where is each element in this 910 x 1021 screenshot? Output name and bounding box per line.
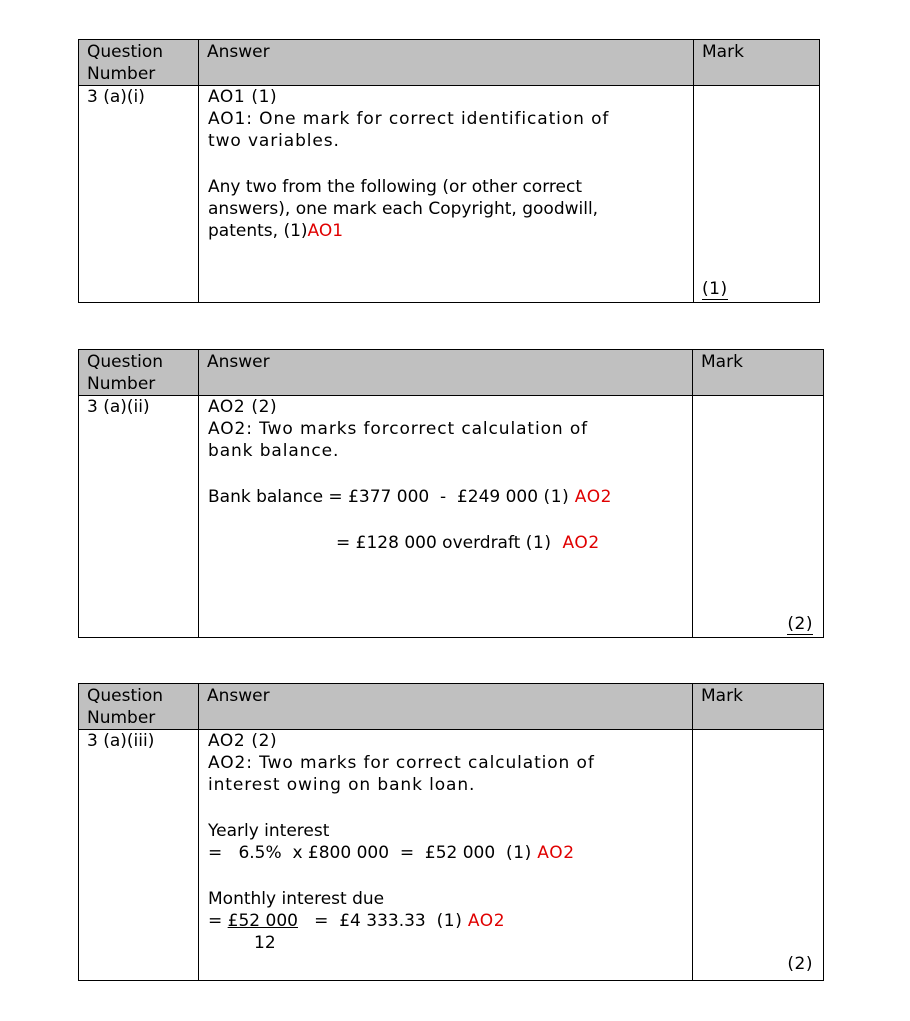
mark-cell (693, 730, 824, 981)
calculation-line: = 6.5% x £800 000 = £52 000 (1) AO2 (208, 843, 575, 863)
question-number: 3 (a)(iii) (79, 730, 199, 981)
ao-tag: AO2 (467, 911, 506, 931)
mark-scheme-table-q3aii (78, 349, 824, 638)
ao-description: interest owing on bank loan. (208, 775, 476, 795)
header-mark: Mark (693, 684, 824, 730)
mark-scheme-table-q3aiii (78, 683, 824, 981)
ao-description: bank balance. (208, 441, 340, 461)
ao-description: two variables. (208, 131, 340, 151)
ao-tag: AO1 (307, 221, 344, 241)
header-answer: Answer (199, 684, 693, 730)
header-question-number: Question Number (79, 40, 199, 86)
ao-description: AO2: Two marks forcorrect calculation of (208, 419, 589, 439)
answer-text: answers), one mark each Copyright, goodwill, (208, 199, 599, 219)
question-number: 3 (a)(ii) (79, 396, 199, 638)
monthly-interest-label: Monthly interest due (208, 889, 385, 909)
header-mark: Mark (694, 40, 820, 86)
answer-cell (199, 396, 693, 638)
mark-cell (694, 86, 820, 303)
ao-tag: AO2 (574, 487, 613, 507)
header-answer: Answer (199, 350, 693, 396)
header-question-number: Question Number (79, 350, 199, 396)
header-question-number: Question Number (79, 684, 199, 730)
calculation-line: Bank balance = £377 000 - £249 000 (1) AO2 (208, 487, 613, 507)
mark-cell (693, 396, 824, 638)
ao-heading: AO1 (1) (208, 87, 278, 107)
answer-text: Any two from the following (or other correct (208, 177, 582, 197)
answer-cell (199, 730, 693, 981)
mark-value: (2) (787, 614, 813, 634)
ao-description: AO1: One mark for correct identification of (208, 109, 610, 129)
calculation-line: = £128 000 overdraft (1) AO2 (336, 533, 600, 553)
calculation-line: = £52 000 = £4 333.33 (1) AO2 (208, 911, 506, 931)
mark-value: (1) (702, 279, 728, 299)
fraction-numerator: £52 000 (227, 911, 298, 931)
answer-cell (199, 86, 694, 303)
ao-heading: AO2 (2) (208, 731, 278, 751)
question-number: 3 (a)(i) (79, 86, 199, 303)
fraction-denominator: 12 (254, 933, 276, 953)
header-answer: Answer (199, 40, 694, 86)
ao-tag: AO2 (562, 533, 600, 553)
ao-tag: AO2 (537, 843, 575, 863)
yearly-interest-label: Yearly interest (208, 821, 330, 841)
ao-description: AO2: Two marks for correct calculation of (208, 753, 595, 773)
mark-scheme-table-q3ai (78, 39, 820, 303)
answer-text: patents, (1)AO1 (208, 221, 344, 241)
header-mark: Mark (693, 350, 824, 396)
mark-value: (2) (787, 954, 813, 974)
ao-heading: AO2 (2) (208, 397, 278, 417)
